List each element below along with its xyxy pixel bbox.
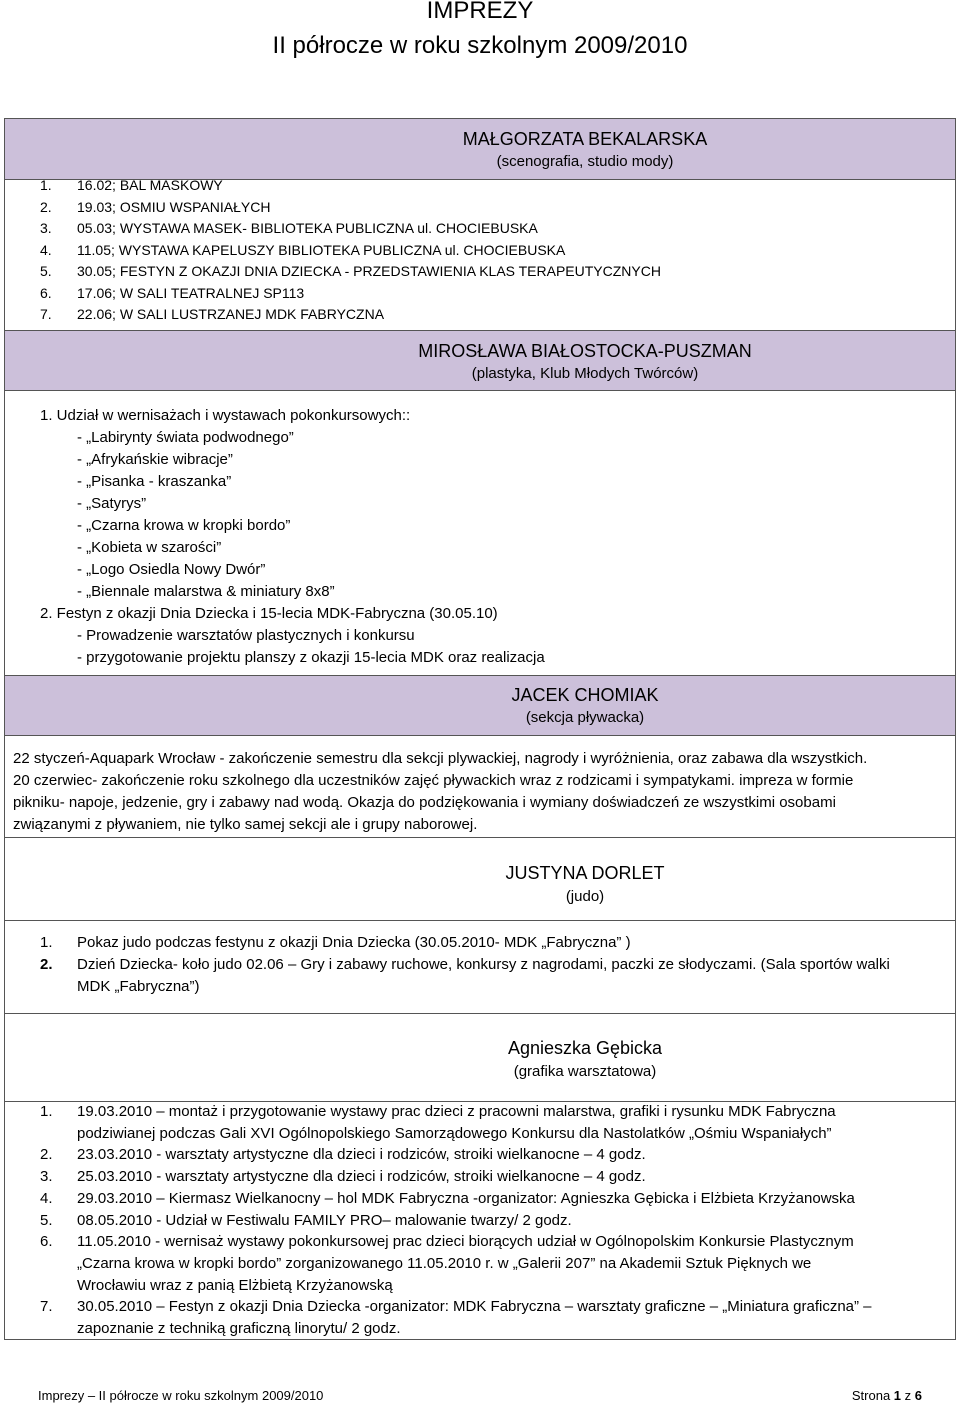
list-item: 3. 05.03; WYSTAWA MASEK- BIBLIOTEKA PUBLICZNA ul. CHOCIEBUSKA: [40, 220, 538, 236]
footer-title: Imprezy – II półrocze w roku szkolnym 2009/2010: [38, 1388, 324, 1403]
section-subtitle: (sekcja pływacka): [525, 709, 645, 726]
list-item: 2. Festyn z okazji Dnia Dziecka i 15-lecia MDK-Fabryczna (30.05.10): [40, 605, 498, 622]
section-name: Agnieszka Gębicka: [507, 1038, 663, 1058]
sub-item: - „Czarna krowa w kropki bordo”: [77, 517, 291, 534]
list-item: 1. 16.02; BAL MASKOWY: [40, 177, 223, 193]
list-item: 2. Dzień Dziecka- koło judo 02.06 – Gry i zabawy ruchowe, konkursy z nagrodami, paczki ze słodyczami. (Sala sportów walki MDK „Fabryczna”): [40, 956, 890, 995]
list-item: 6. 11.05.2010 - wernisaż wystawy pokonkursowej prac dzieci biorących udział w Ogólnopolskim Konkursie Plastycznym „Czarna krowa w kropki bordo” zorganizowanego 11.05.2010 r. w „Galerii 207” na Akademii Sztuk Pięknych we Wrocławiu wraz z panią Elżbietą Krzyżanowską: [40, 1233, 854, 1294]
sub-item: - Prowadzenie warsztatów plastycznych i konkursu: [77, 627, 415, 644]
bekalarska-list: [40, 175, 661, 326]
section-header-gebicka: [5, 1013, 955, 1102]
sub-item: - „Pisanka - kraszanka”: [77, 473, 232, 490]
section-header-bekalarska: [5, 119, 955, 180]
list-item: 5. 08.05.2010 - Udział w Festiwalu FAMILY PRO– malowanie twarzy/ 2 godz.: [40, 1211, 572, 1229]
section-header-bialostocka: [5, 330, 955, 391]
gebicka-list: [40, 1101, 920, 1340]
section-name: MAŁGORZATA BEKALARSKA: [462, 129, 708, 149]
text-line: 20 czerwiec- zakończenie roku szkolnego dla uczestników zajęć pływackich wraz z rodzicami i sympatykami. impreza w formie: [13, 772, 854, 789]
sub-item: - przygotowanie projektu planszy z okazji 15-lecia MDK oraz realizacja: [77, 649, 545, 666]
list-item: 7. 22.06; W SALI LUSTRZANEJ MDK FABRYCZNA: [40, 306, 385, 322]
list-item: 6. 17.06; W SALI TEATRALNEJ SP113: [40, 284, 305, 301]
section-subtitle: (plastyka, Klub Młodych Twórców): [471, 365, 699, 382]
dorlet-list: [40, 932, 920, 998]
document-subtitle: II półrocze w roku szkolnym 2009/2010: [272, 32, 688, 59]
list-item: 5. 30.05; FESTYN Z OKAZJI DNIA DZIECKA - PRZEDSTAWIENIA KLAS TERAPEUTYCZNYCH: [40, 263, 661, 279]
section-subtitle: (grafika warsztatowa): [513, 1063, 657, 1080]
list-item: 4. 29.03.2010 – Kiermasz Wielkanocny – hol MDK Fabryczna -organizator: Agnieszka Gębicka i Elżbieta Krzyżanowska: [40, 1189, 855, 1207]
chomiak-content: [13, 748, 948, 836]
section-name: JUSTYNA DORLET: [505, 863, 665, 883]
list-item: 1. Pokaz judo podczas festynu z okazji Dnia Dziecka (30.05.2010- MDK „Fabryczna” ): [40, 934, 631, 951]
section-name: JACEK CHOMIAK: [511, 685, 659, 705]
list-item: 2. 19.03; OSMIU WSPANIAŁYCH: [40, 198, 271, 215]
page-footer: [0, 1380, 960, 1404]
sub-item: - „Kobieta w szarości”: [77, 539, 222, 556]
list-item: 1. 19.03.2010 – montaż i przygotowanie wystawy prac dzieci z pracowni malarstwa, grafiki i rysunku MDK Fabryczna podziwianej podczas Gali XVI Ogólnopolskiego Samorządowego Konkursu dla Nastolatków „Ośmiu Wspaniałych”: [40, 1103, 836, 1142]
sub-item: - „Satyrys”: [77, 495, 147, 512]
section-subtitle: (judo): [565, 888, 605, 905]
total-pages: 6: [914, 1388, 922, 1403]
text-line: 22 styczeń-Aquapark Wrocław - zakończenie semestru dla sekcji plywackiej, nagrody i wyróżnienia, oraz zabawa dla wszystkich.: [13, 750, 868, 767]
sub-item: - „Labirynty świata podwodnego”: [77, 429, 294, 446]
section-name: MIROSŁAWA BIAŁOSTOCKA-PUSZMAN: [418, 341, 752, 361]
text-line: związanymi z pływaniem, nie tylko samej sekcji ale i grupy naborowej.: [13, 816, 478, 833]
list-item: 7. 30.05.2010 – Festyn z okazji Dnia Dziecka -organizator: MDK Fabryczna – warsztaty graficzne – „Miniatura graficzna” – zapoznanie z techniką graficzną linorytu/ 2 godz.: [40, 1298, 872, 1338]
text-line: pikniku- napoje, jedzenie, gry i zabawy nad wodą. Okazja do podziękowania i wymiany doświadczeń ze wszystkimi osobami: [13, 794, 836, 811]
sub-item: - „Logo Osiedla Nowy Dwór”: [77, 561, 266, 578]
sub-item: - „Afrykańskie wibracje”: [77, 451, 233, 468]
section-subtitle: (scenografia, studio mody): [496, 153, 674, 170]
section-header-dorlet: [5, 837, 955, 921]
list-item: 4. 11.05; WYSTAWA KAPELUSZY BIBLIOTEKA PUBLICZNA ul. CHOCIEBUSKA: [40, 241, 566, 258]
list-item: 1. Udział w wernisażach i wystawach pokonkursowych::: [40, 407, 411, 424]
sub-item: - „Biennale malarstwa & miniatury 8x8”: [77, 583, 335, 600]
list-item: 3. 25.03.2010 - warsztaty artystyczne dla dzieci i rodziców, stroiki wielkanocne – 4 godz.: [40, 1168, 646, 1186]
current-page: 1: [893, 1388, 902, 1403]
list-item: 2. 23.03.2010 - warsztaty artystyczne dla dzieci i rodziców, stroiki wielkanocne – 4 godz.: [40, 1146, 646, 1164]
page-indicator: Strona 1 z 6: [851, 1388, 922, 1403]
section-header-chomiak: [5, 675, 955, 736]
document-title: IMPREZY: [426, 0, 534, 24]
bialostocka-content: [40, 405, 920, 669]
